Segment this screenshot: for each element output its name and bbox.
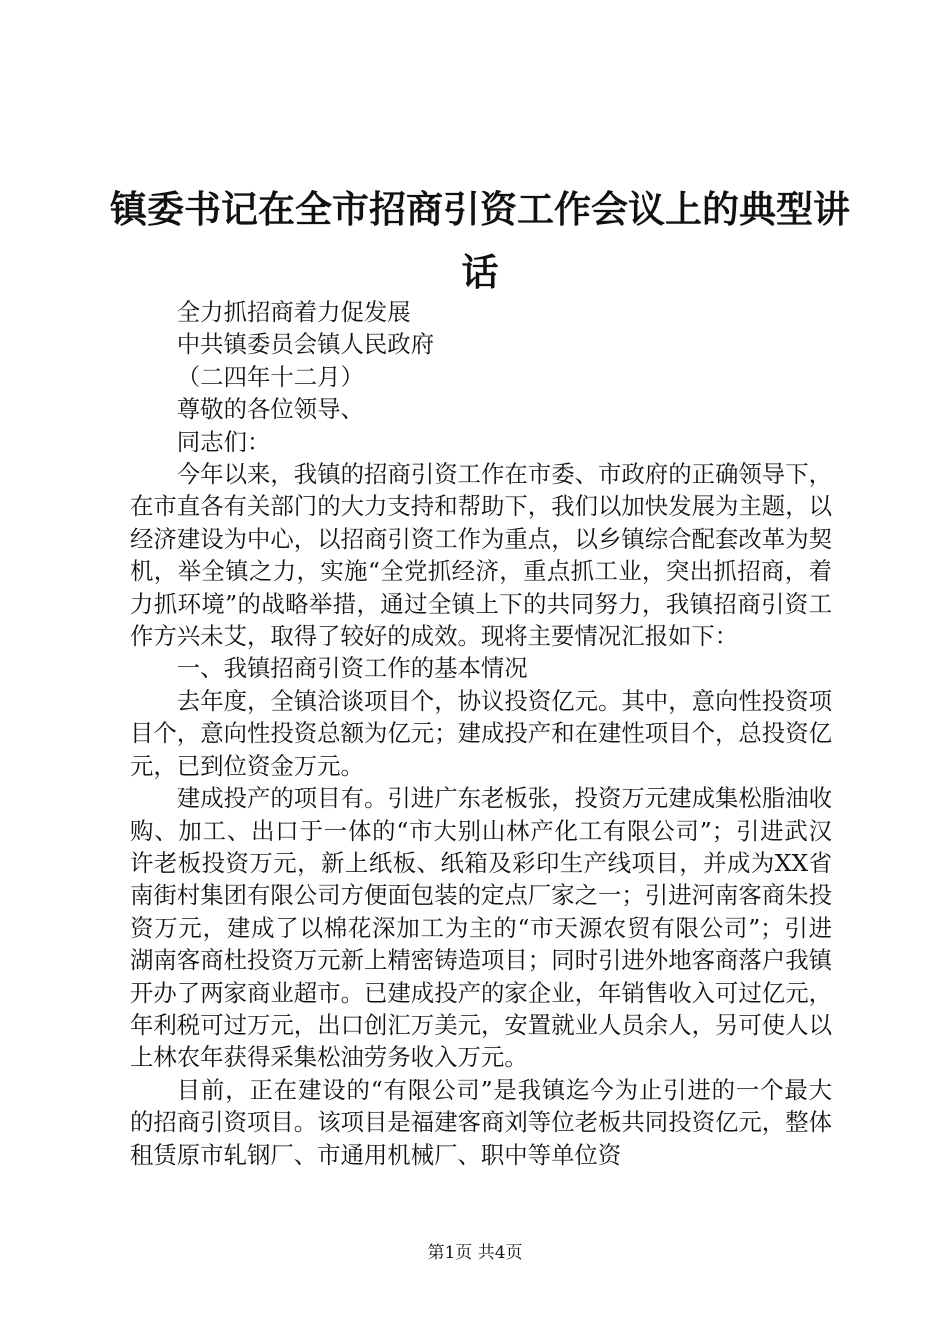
speech-subtitle: 全力抓招商着力促发展 — [176, 298, 411, 326]
document-title: 镇委书记在全市招商引资工作会议上的典型讲话 — [110, 187, 850, 294]
paragraph-projects: 建成投产的项目有。引进广东老板张，投资万元建成集松脂油收购、加工、出口于一体的“市大别山林产化工有限公司”；引进武汉许老板投资万元，新上纸板、纸箱及彩印生产线项目，并成为XX省南街村集团有限公司方便面包装的定点厂家之一；引进河南客商朱投资万元，建成了以棉花深加工为主的“市天源农贸有限公司”；引进湖南客商杜投资万元新上精密铸造项目；同时引进外地客商落户我镇开办了两家商业超市。已建成投产的家企业，年销售收入可过亿元，年利税可过万元，出口创汇万美元，安置就业人员余人，另可使人以上林农年获得采集松油劳务收入万元。 — [130, 784, 832, 1072]
date-line: （二四年十二月） — [176, 362, 364, 391]
issuer-line: 中共镇委员会镇人民政府 — [176, 330, 435, 359]
paragraph-overview: 去年度，全镇洽谈项目个，协议投资亿元。其中，意向性投资项目个，意向性投资总额为亿元；建成投产和在建性项目个，总投资亿元，已到位资金万元。 — [130, 686, 832, 780]
document-body — [130, 296, 832, 1171]
paragraph-current: 目前，正在建设的“有限公司”是我镇迄今为止引进的一个最大的招商引资项目。该项目是福建客商刘等位老板共同投资亿元，整体租赁原市轧钢厂、市通用机械厂、职中等单位资 — [130, 1075, 832, 1169]
page-footer: 第1页 共4页 — [427, 1243, 523, 1263]
paragraph-intro: 今年以来，我镇的招商引资工作在市委、市政府的正确领导下，在市直各有关部门的大力支持和帮助下，我们以加快发展为主题，以经济建设为中心，以招商引资工作为重点，以乡镇综合配套改革为契机，举全镇之力，实施“全党抓经济，重点抓工业，突出抓招商，着力抓环境”的战略举措，通过全镇上下的共同努力，我镇招商引资工作方兴未艾，取得了较好的成效。现将主要情况汇报如下： — [130, 460, 832, 651]
salutation-line-1: 尊敬的各位领导、 — [176, 395, 364, 424]
salutation-line-2: 同志们： — [176, 427, 271, 456]
section-heading: 一、我镇招商引资工作的基本情况 — [176, 654, 528, 683]
